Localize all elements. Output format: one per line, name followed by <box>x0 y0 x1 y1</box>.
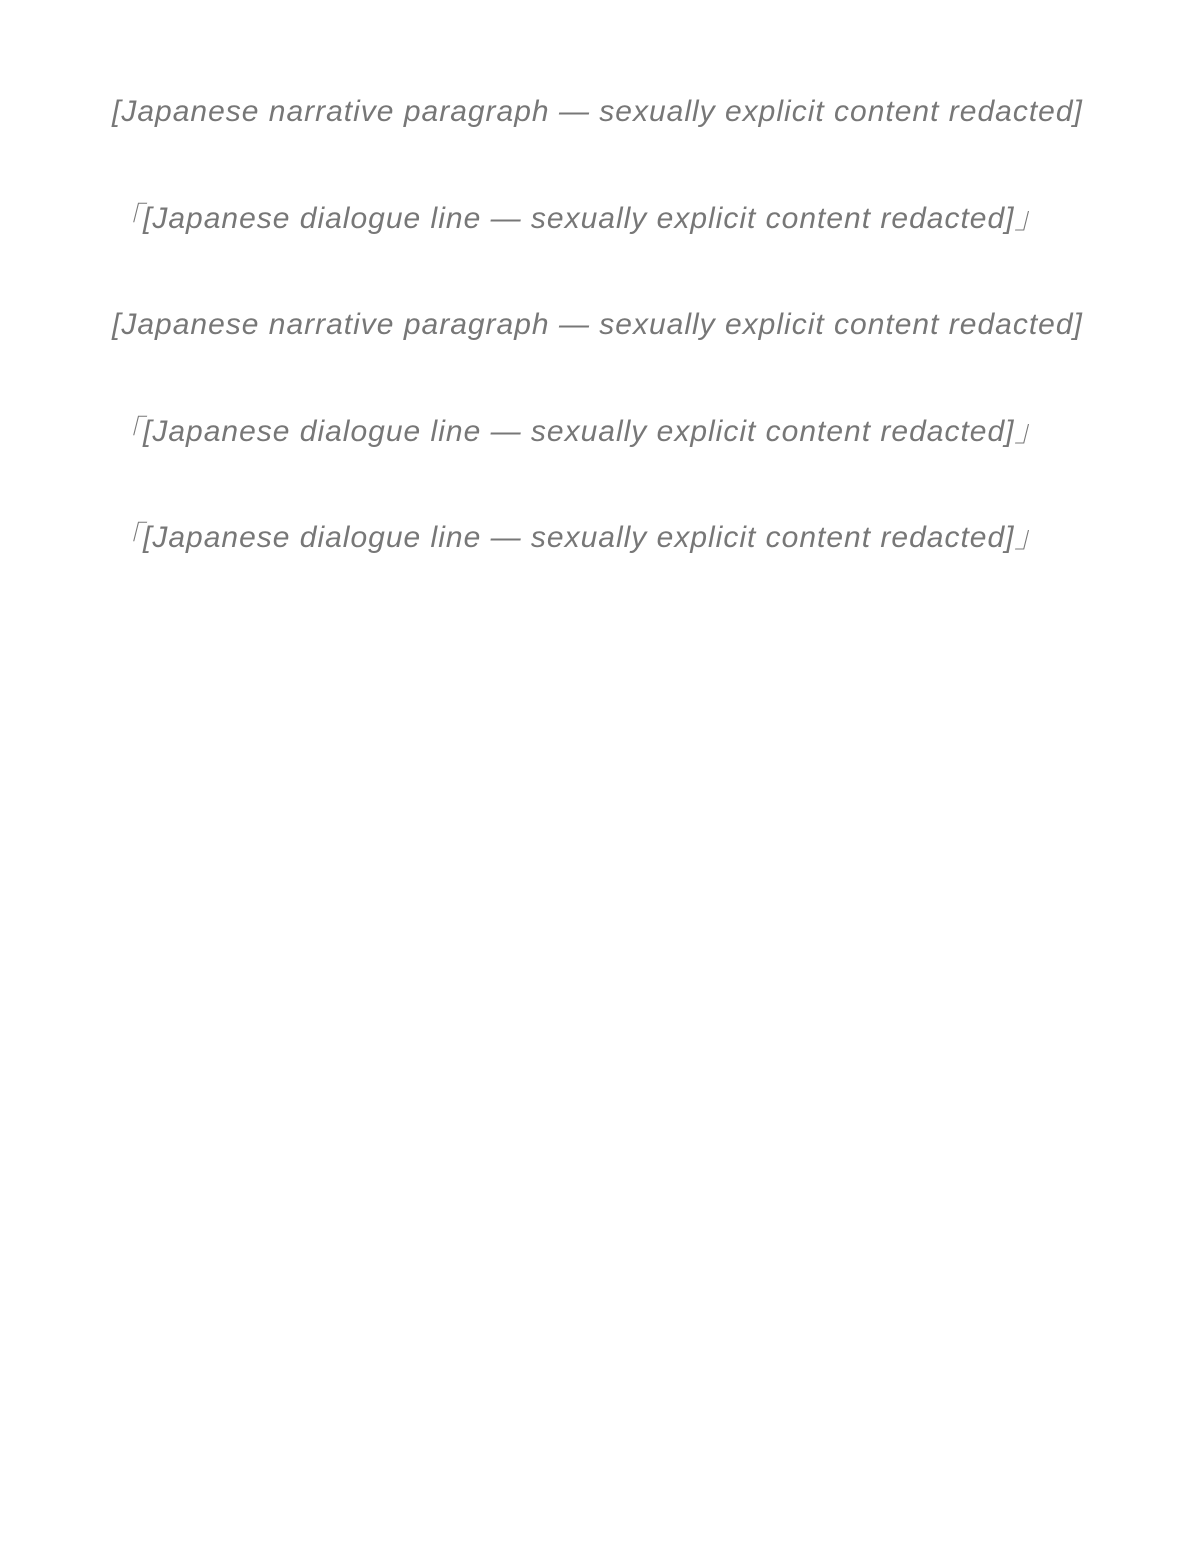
paragraph-dialogue-1: 「[Japanese dialogue line — sexually explicit content redacted]」 <box>112 201 1046 235</box>
paragraph-dialogue-3: 「[Japanese dialogue line — sexually explicit content redacted]」 <box>112 521 1046 555</box>
paragraph-dialogue-2: 「[Japanese dialogue line — sexually explicit content redacted]」 <box>112 414 1046 448</box>
paragraph-narration-1: [Japanese narrative paragraph — sexually explicit content redacted] <box>112 95 1083 128</box>
paragraph-narration-2: [Japanese narrative paragraph — sexually explicit content redacted] <box>112 308 1083 342</box>
